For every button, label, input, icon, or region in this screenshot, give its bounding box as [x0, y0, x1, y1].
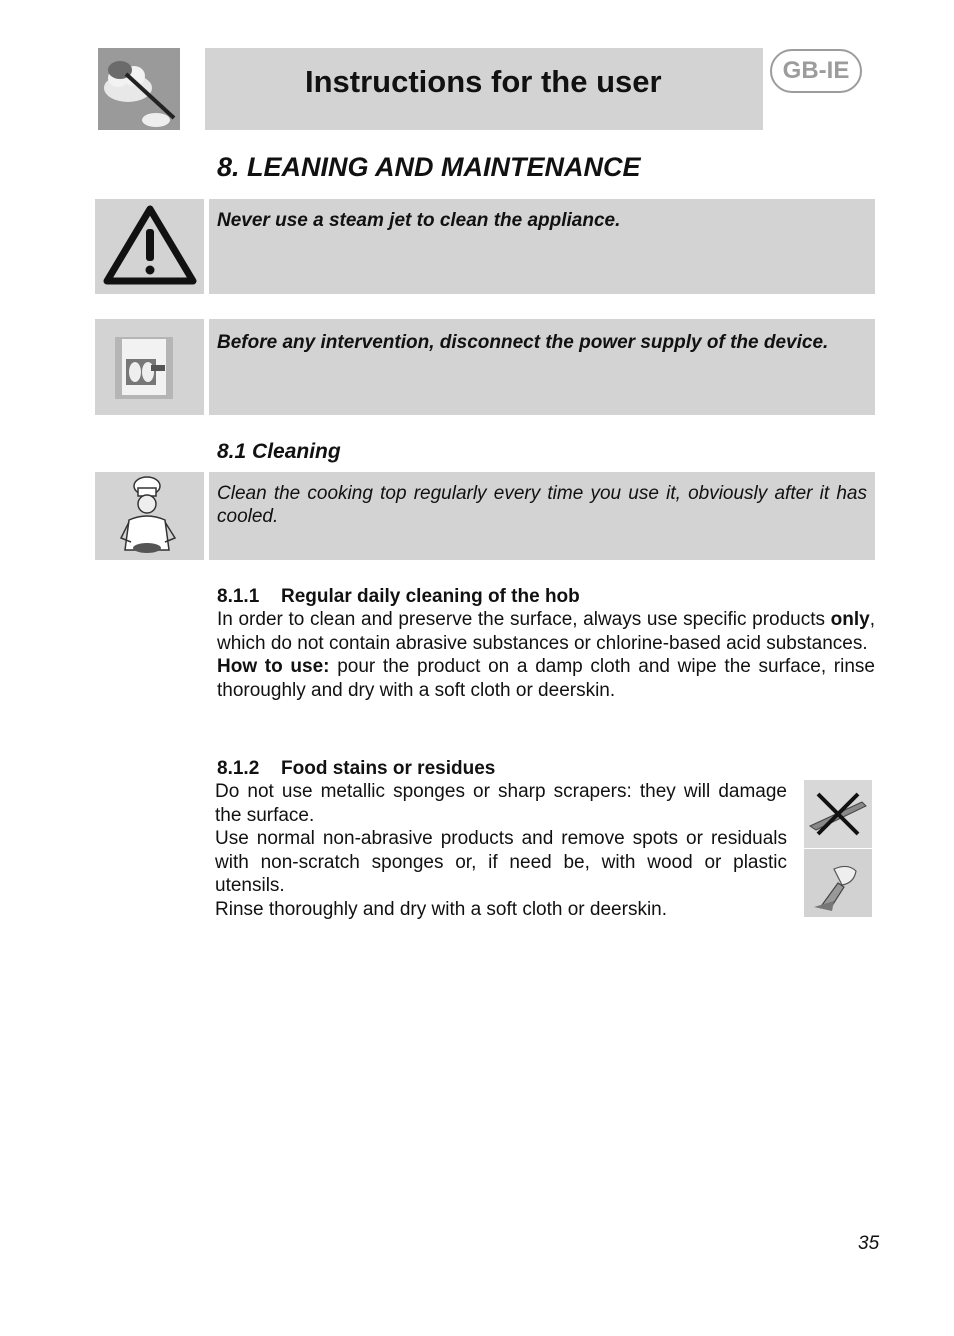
power-plug-icon: [95, 319, 204, 415]
spatula-hand-icon: [804, 849, 872, 917]
wood-utensil-image: [804, 849, 872, 917]
language-badge: GB-IE: [770, 49, 862, 93]
stains-paragraph-2: Use normal non-abrasive products and remove spots or residuals with non-scratch sponges or, if need be, with wood or plastic utensils.: [215, 828, 787, 896]
chef-icon: [95, 472, 204, 560]
daily-cleaning-heading: [217, 586, 580, 608]
power-warning-text: Before any intervention, disconnect the power supply of the device.: [217, 332, 829, 353]
power-icon-cell: [95, 319, 204, 415]
daily-paragraph-2: [217, 655, 875, 702]
text-span: , which do not contain abrasive substances or chlorine-based acid substances.: [217, 609, 875, 654]
cleaning-note-text: Clean the cooking top regularly every time you use it, obviously after it has cooled.: [217, 483, 867, 527]
stains-paragraph-3: Rinse thoroughly and dry with a soft cloth or deerskin.: [215, 898, 668, 920]
page-number: 35: [858, 1233, 880, 1254]
warning-text: Never use a steam jet to clean the appliance.: [217, 210, 621, 231]
warning-icon-cell: [95, 199, 204, 294]
daily-paragraph-1: [217, 608, 875, 655]
heading-text: Regular daily cleaning of the hob: [281, 586, 580, 607]
chef-spoon-icon: [98, 48, 180, 130]
text-span: pour the product on a damp cloth and wipe the surface, rinse thoroughly and dry with a soft cloth or deerskin.: [217, 656, 875, 701]
heading-number: 8.1.1: [217, 586, 260, 607]
page-header-title: Instructions for the user: [305, 64, 662, 99]
cleaning-note: [209, 472, 875, 560]
brand-logo: [98, 48, 180, 130]
crossed-knife-icon: [804, 780, 872, 848]
stains-paragraph-1: Do not use metallic sponges or sharp scrapers: they will damage the surface.: [215, 781, 787, 826]
heading-text: Food stains or residues: [281, 758, 496, 779]
how-to-use-label: How to use:: [217, 656, 330, 677]
power-note: [209, 319, 875, 415]
subsection-title: 8.1 Cleaning: [217, 440, 341, 463]
heading-number: 8.1.2: [217, 758, 260, 779]
emphasis-only: only: [830, 609, 870, 630]
food-stains-heading: [217, 758, 495, 780]
warning-triangle-icon: [95, 199, 204, 294]
daily-cleaning-body: [217, 608, 875, 702]
warning-note: [209, 199, 875, 294]
chef-icon-cell: [95, 472, 204, 560]
section-title: 8. LEANING AND MAINTENANCE: [217, 152, 641, 182]
food-stains-body: [215, 780, 787, 921]
header-bar: [205, 48, 763, 130]
no-scraper-image: [804, 780, 872, 848]
text-span: In order to clean and preserve the surface, always use specific products: [217, 609, 831, 630]
